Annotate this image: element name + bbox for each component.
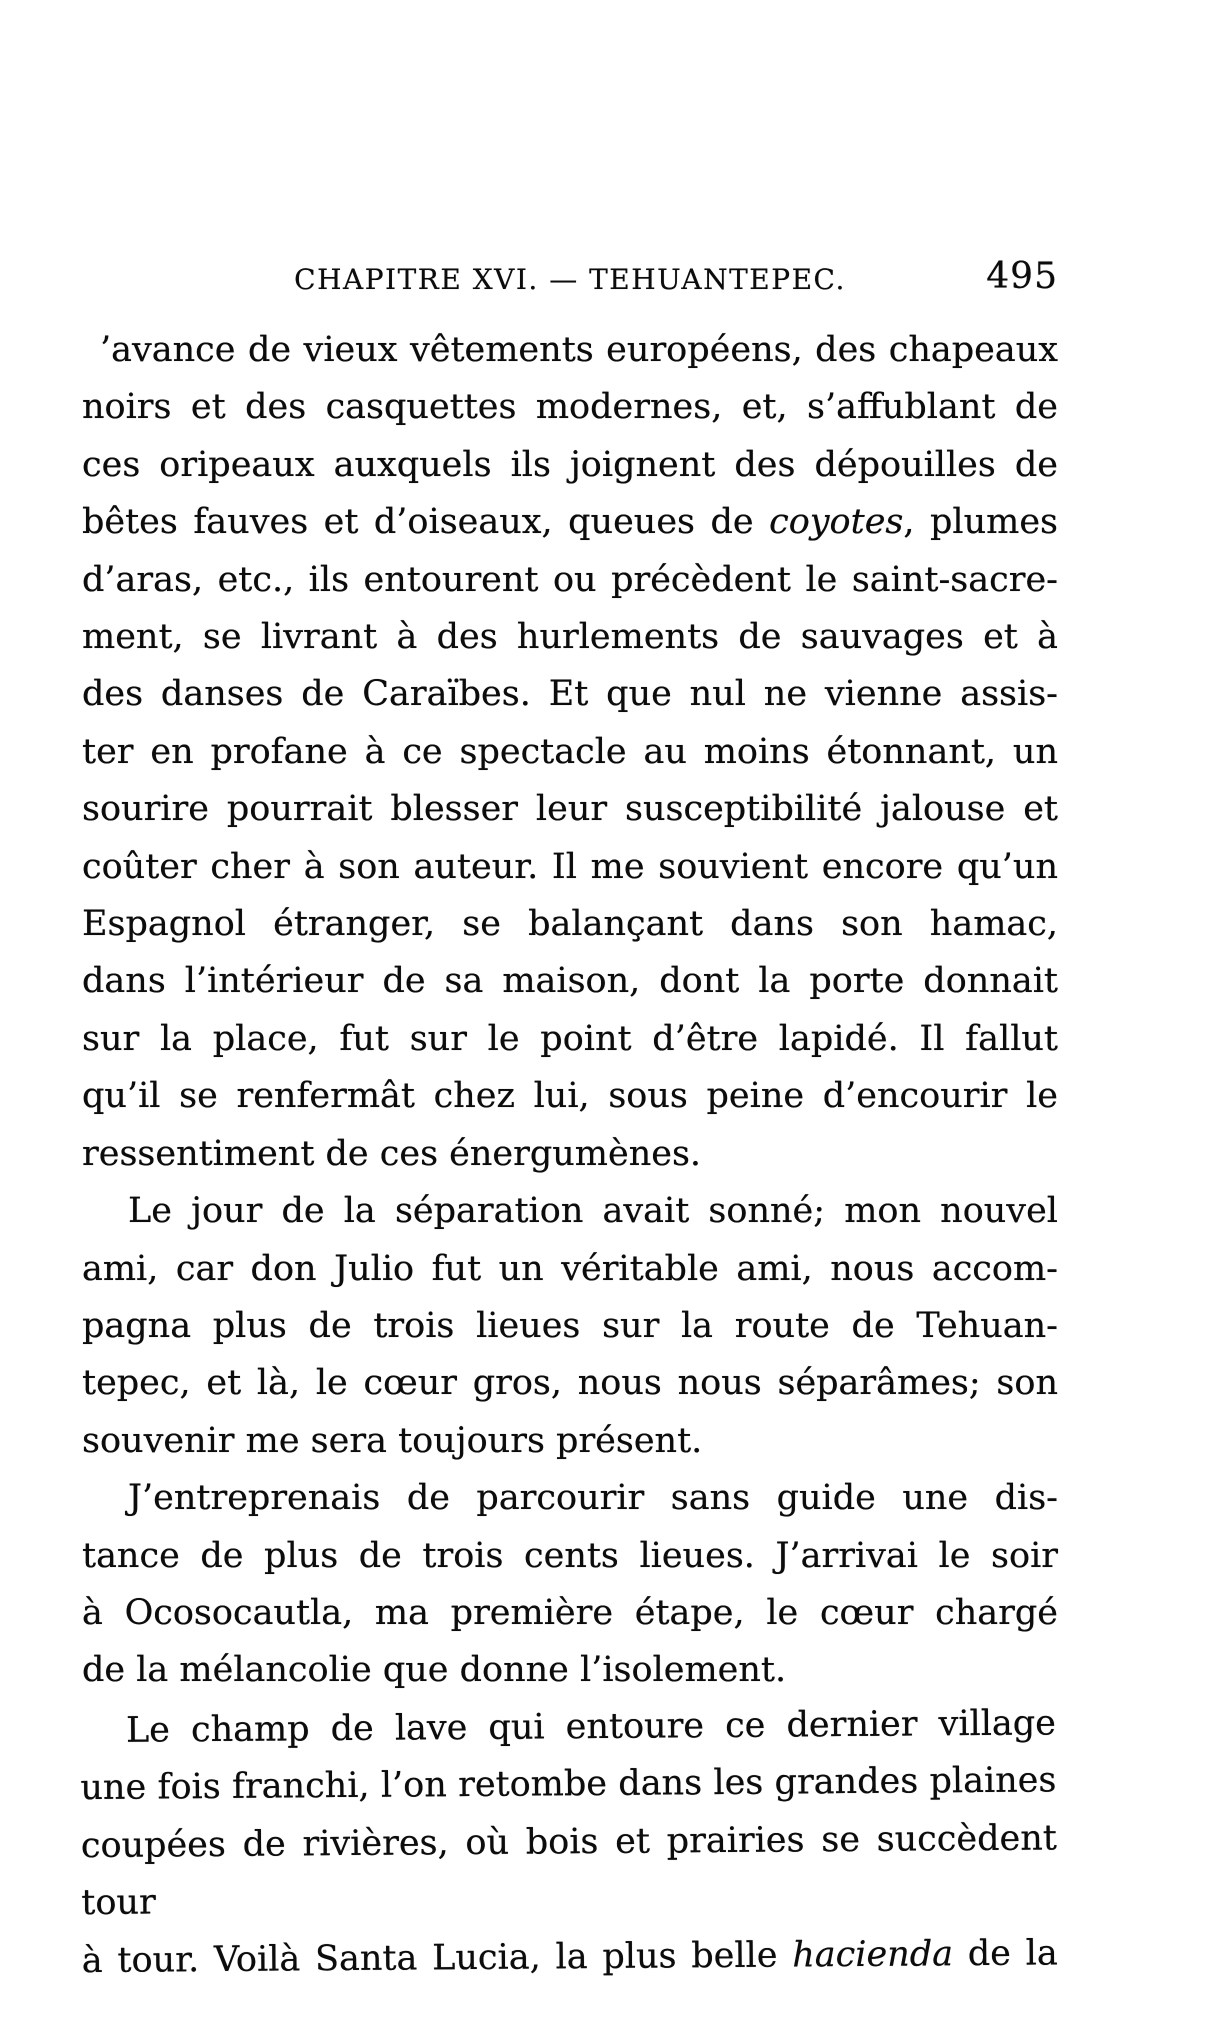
text-line: [82, 896, 1058, 953]
text-line: [82, 1925, 1058, 1990]
text-run: ’avance de vieux vêtements européens, des chapeaux: [100, 330, 1058, 370]
text-run: de la mélancolie que donne l’isolement.: [82, 1650, 787, 1691]
text-line: [82, 1413, 1058, 1470]
text-run: , plumes: [903, 502, 1058, 543]
text-line: [82, 1126, 1058, 1183]
text-line: [82, 322, 1058, 379]
text-run: à tour. Voilà Santa Lucia, la plus belle: [81, 1934, 793, 1981]
text-run: bêtes fauves et d’oiseaux, queues de: [82, 502, 770, 543]
paragraph: [82, 1470, 1058, 1700]
text-run: souvenir me sera toujours présent.: [82, 1420, 703, 1461]
paragraph: [82, 1183, 1058, 1470]
text-line: [82, 1470, 1058, 1527]
text-line: [82, 781, 1058, 838]
text-line: [82, 1068, 1058, 1125]
text-line: [82, 552, 1058, 609]
text-line: [82, 724, 1058, 781]
page-number: 495: [986, 256, 1058, 297]
running-head: [82, 258, 1058, 302]
text-run: noirs et des casquettes modernes, et, s’affublant de: [82, 387, 1058, 428]
text-run: Le champ de lave qui entoure ce dernier village: [125, 1703, 1057, 1751]
text-line: [82, 839, 1058, 896]
text-run: ressentiment de ces énergumènes.: [82, 1133, 702, 1174]
text-line: [82, 1585, 1058, 1642]
italic-run: hacienda: [792, 1933, 954, 1975]
text-line: [81, 1810, 1058, 1932]
text-line: [82, 1183, 1058, 1240]
text-line: [82, 953, 1058, 1010]
text-line: [82, 1241, 1058, 1298]
text-run: sur la place, fut sur le point d’être lapidé. Il fallut: [82, 1018, 1058, 1059]
text-run: J’entreprenais de parcourir sans guide une dis-: [128, 1478, 1058, 1519]
text-run: pagna plus de trois lieues sur la route de Tehuan-: [82, 1305, 1058, 1346]
text-run: coupées de rivières, où bois et prairies se succèdent tour: [80, 1817, 1058, 1924]
text-run: Espagnol étranger, se balançant dans son hamac,: [82, 904, 1058, 945]
text-run: qu’il se renfermât chez lui, sous peine d’encourir le: [82, 1076, 1058, 1117]
text-line: [82, 1355, 1058, 1412]
text-run: sourire pourrait blesser leur susceptibilité jalouse et: [82, 789, 1058, 830]
italic-run: coyotes: [769, 502, 904, 543]
text-line: [82, 379, 1058, 436]
body-text: [82, 322, 1058, 1987]
text-run: Le jour de la séparation avait sonné; mon nouvel: [128, 1191, 1058, 1232]
text-line: [82, 609, 1058, 666]
text-run: de la: [952, 1932, 1058, 1974]
text-line: [82, 1528, 1058, 1585]
text-run: coûter cher à son auteur. Il me souvient encore qu’un: [82, 846, 1058, 887]
text-run: des danses de Caraïbes. Et que nul ne vienne assis-: [82, 674, 1058, 715]
text-line: [80, 1753, 1056, 1818]
chapter-title: CHAPITRE XVI. — TEHUANTEPEC.: [294, 263, 846, 296]
text-run: ces oripeaux auxquels ils joignent des dépouilles de: [82, 444, 1058, 485]
text-line: [82, 494, 1058, 551]
text-run: une fois franchi, l’on retombe dans les grandes plaines: [80, 1760, 1057, 1809]
text-line: [82, 666, 1058, 723]
text-run: à Ocosocautla, ma première étape, le cœur chargé: [82, 1592, 1058, 1633]
text-run: dans l’intérieur de sa maison, dont la porte donnait: [82, 961, 1058, 1002]
text-line: [82, 1298, 1058, 1355]
text-run: ami, car don Julio fut un véritable ami, nous accom-: [82, 1248, 1058, 1289]
text-line: [82, 437, 1058, 494]
text-run: tepec, et là, le cœur gros, nous nous séparâmes; son: [82, 1363, 1058, 1404]
paragraph: [80, 1695, 1058, 1990]
text-run: d’aras, etc., ils entourent ou précèdent le saint-sacre-: [82, 559, 1058, 600]
paragraph: [82, 322, 1058, 1183]
text-run: ter en profane à ce spectacle au moins étonnant, un: [82, 731, 1058, 772]
text-line: [82, 1642, 1058, 1699]
text-line: [82, 1011, 1058, 1068]
text-run: tance de plus de trois cents lieues. J’arrivai le soir: [82, 1535, 1058, 1576]
text-line: [80, 1695, 1056, 1760]
text-run: ment, se livrant à des hurlements de sauvages et à: [82, 617, 1058, 658]
